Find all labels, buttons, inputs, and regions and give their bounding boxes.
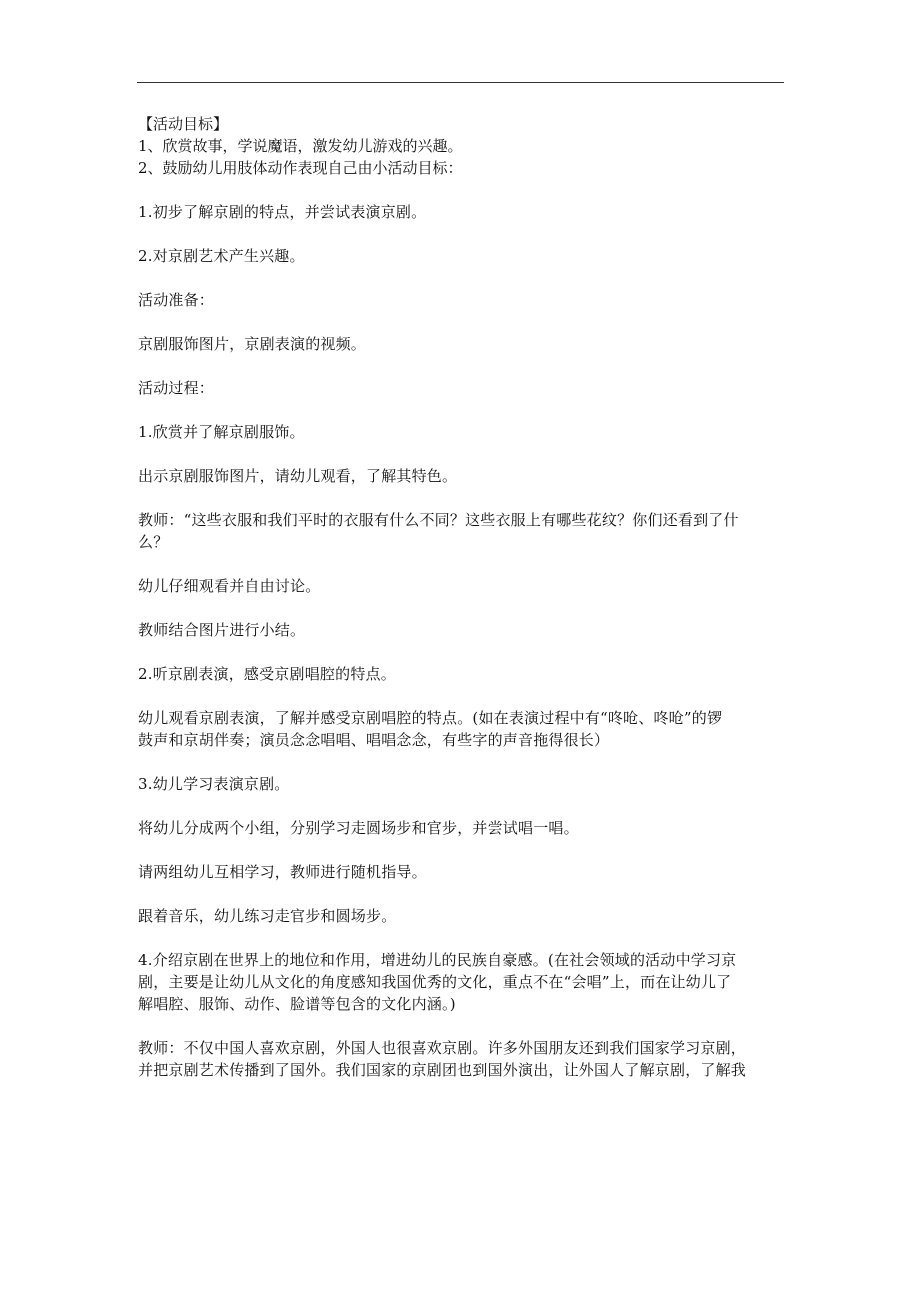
paragraph-line: 并把京剧艺术传播到了国外。我们国家的京剧团也到国外演出，让外国人了解京剧，了解我 [138,1061,747,1079]
paragraph [138,773,788,795]
paragraph-line: 教师：“这些衣服和我们平时的衣服有什么不同？这些衣服上有哪些花纹？你们还看到了什 [138,511,739,529]
paragraph-line: 幼儿观看京剧表演，了解并感受京剧唱腔的特点。(如在表演过程中有“咚呛、咚呛”的锣 [138,709,723,727]
paragraph-line: 幼儿仔细观看并自由讨论。 [138,577,321,595]
paragraph [138,905,788,927]
objective-line-2: 2、鼓励幼儿用肢体动作表现自己由小活动目标： [138,159,463,177]
paragraph-line: 出示京剧服饰图片，请幼儿观看，了解其特色。 [138,467,458,485]
paragraph-line: 解唱腔、服饰、动作、脸谱等包含的文化内涵。) [138,995,456,1013]
objectives-block [138,113,788,179]
paragraph [138,575,788,597]
paragraph [138,861,788,883]
paragraph [138,465,788,487]
document-body [138,113,788,1081]
paragraph-line: 活动准备： [138,291,215,309]
paragraph-line: 1.初步了解京剧的特点，并尝试表演京剧。 [138,203,427,221]
objective-line-1: 1、欣赏故事，学说魔语，激发幼儿游戏的兴趣。 [138,137,463,155]
paragraph [138,201,788,223]
paragraph-line: 教师结合图片进行小结。 [138,621,306,639]
paragraph-line: 4.介绍京剧在世界上的地位和作用，增进幼儿的民族自豪感。(在社会领域的活动中学习京 [138,951,737,969]
paragraph-line: 剧，主要是让幼儿从文化的角度感知我国优秀的文化，重点不在“会唱”上，而在让幼儿了 [138,973,732,991]
paragraph [138,377,788,399]
paragraph [138,949,788,1015]
paragraph-line: 2.对京剧艺术产生兴趣。 [138,247,305,265]
paragraph [138,817,788,839]
paragraph-line: 2.听京剧表演，感受京剧唱腔的特点。 [138,665,396,683]
section-heading: 【活动目标】 [138,115,229,133]
header-rule [137,82,784,83]
paragraph [138,663,788,685]
paragraph [138,421,788,443]
paragraph [138,289,788,311]
paragraph [138,619,788,641]
paragraph-line: 京剧服饰图片，京剧表演的视频。 [138,335,367,353]
paragraph-line: 么？ [138,533,169,551]
paragraph-line: 活动过程： [138,379,215,397]
paragraph [138,333,788,355]
paragraph-line: 3.幼儿学习表演京剧。 [138,775,290,793]
paragraph-line: 跟着音乐，幼儿练习走官步和圆场步。 [138,907,397,925]
paragraph-list [138,201,788,1081]
paragraph [138,1037,788,1081]
paragraph-line: 1.欣赏并了解京剧服饰。 [138,423,305,441]
paragraph-line: 将幼儿分成两个小组，分别学习走圆场步和官步，并尝试唱一唱。 [138,819,579,837]
paragraph-line: 教师：不仅中国人喜欢京剧，外国人也很喜欢京剧。许多外国朋友还到我们国家学习京剧， [138,1039,747,1057]
paragraph [138,707,788,751]
paragraph [138,509,788,553]
paragraph-line: 鼓声和京胡伴奏；演员念念唱唱、唱唱念念，有些字的声音拖得很长） [138,731,610,749]
paragraph-line: 请两组幼儿互相学习，教师进行随机指导。 [138,863,427,881]
paragraph [138,245,788,267]
